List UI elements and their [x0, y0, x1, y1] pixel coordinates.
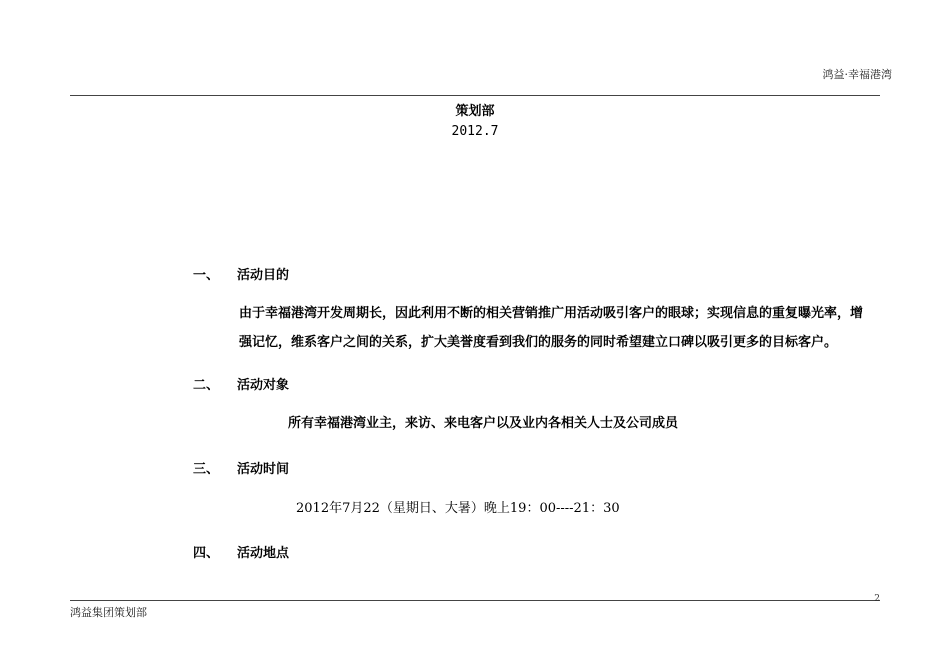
section-1-line-2: 强记忆，维系客户之间的关系，扩大美誉度看到我们的服务的同时希望建立口碑以吸引更多的目标客户。 — [239, 335, 838, 350]
header-project-name: 鸿益·幸福港湾 — [822, 68, 892, 81]
section-4-number: 四、 — [193, 546, 220, 561]
section-3-number: 三、 — [193, 462, 220, 477]
section-3-heading: 活动时间 — [237, 462, 290, 477]
footer-rule — [70, 600, 880, 601]
section-1-line-1: 由于幸福港湾开发周期长，因此利用不断的相关营销推广用活动吸引客户的眼球；实现信息的重复曝光率，增 — [239, 306, 864, 321]
section-2-heading: 活动对象 — [237, 378, 290, 393]
footer-company-dept: 鸿益集团策划部 — [70, 606, 147, 619]
section-1-number: 一、 — [193, 268, 220, 283]
department-title: 策划部 — [455, 104, 495, 119]
section-2-line-1: 所有幸福港湾业主，来访、来电客户以及业内各相关人士及公司成员 — [288, 416, 679, 431]
section-3-line-1: 2012年7月22（星期日、大暑）晚上19：00----21：30 — [296, 501, 620, 516]
section-2-number: 二、 — [193, 378, 220, 393]
header-rule — [70, 95, 880, 96]
section-4-heading: 活动地点 — [237, 546, 290, 561]
document-date: 2012.7 — [451, 124, 499, 139]
page-number: 2 — [874, 594, 880, 604]
section-1-heading: 活动目的 — [237, 268, 290, 283]
